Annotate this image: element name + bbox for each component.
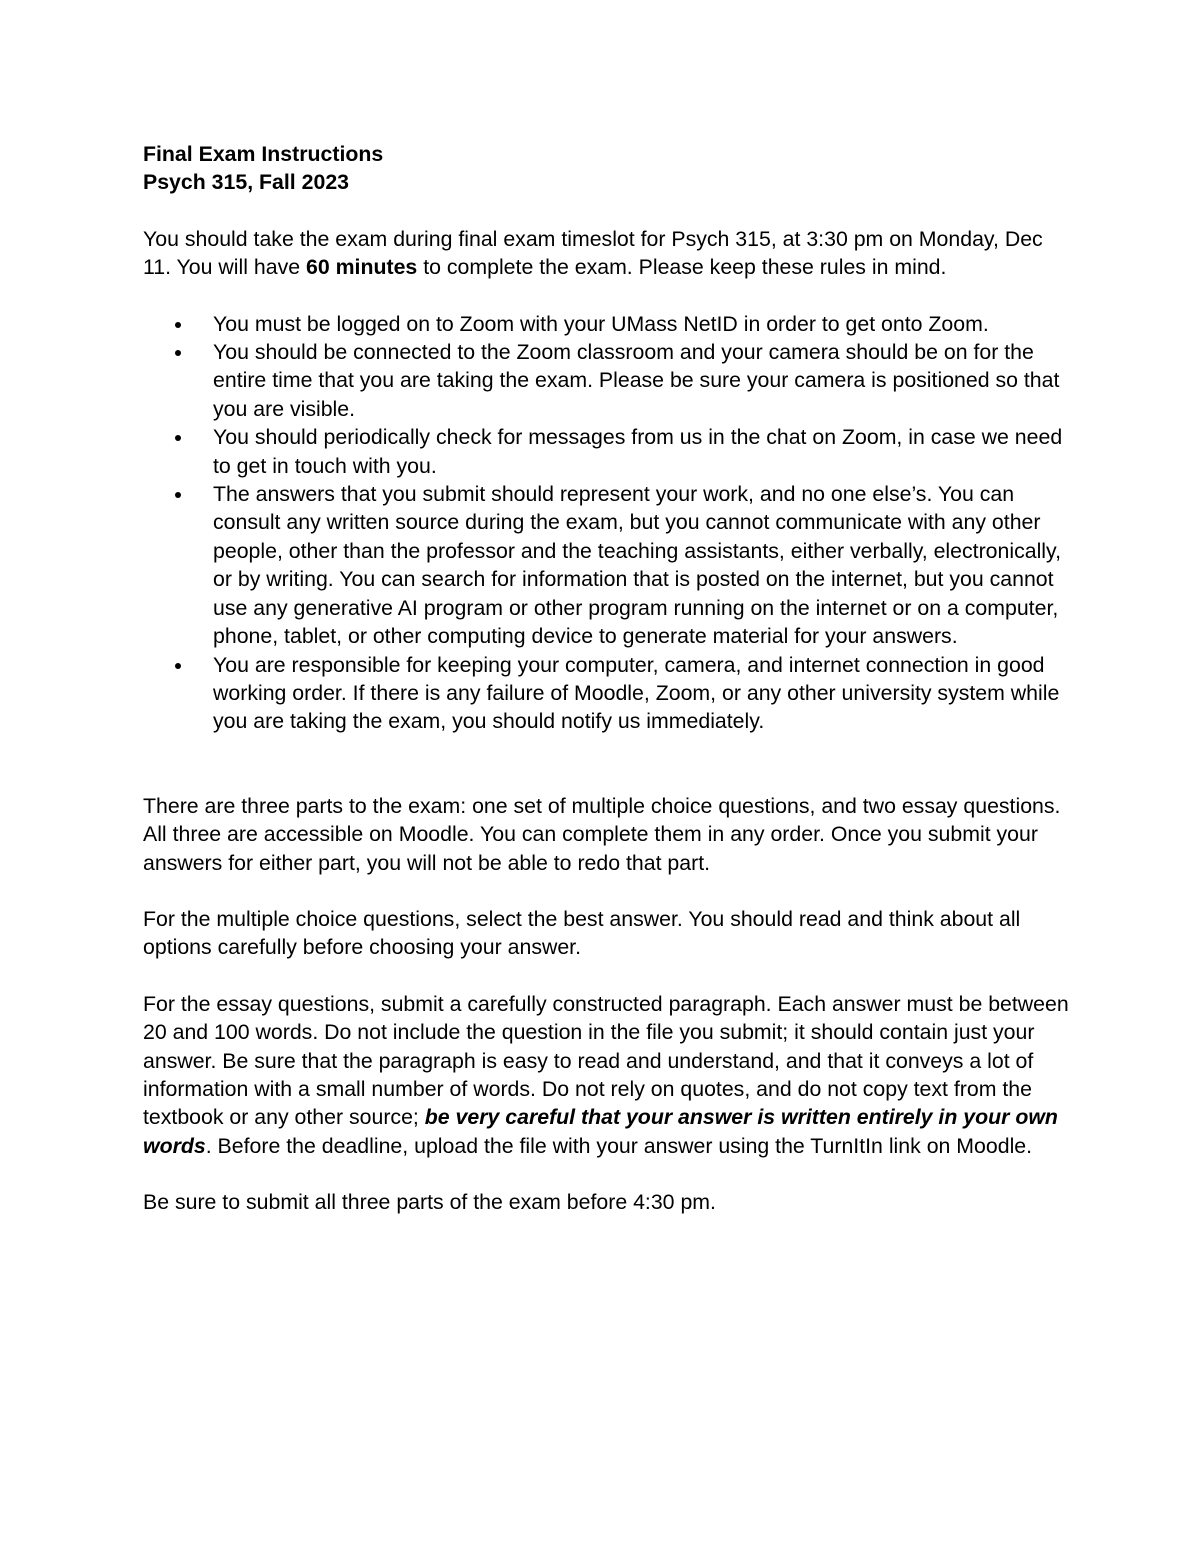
essay-text-start: For the essay questions, submit a carefully constructed paragraph. Each answer must be between 20 and 100 words. Do not include the question in the file you submit; it should contain just your answer. Be sure that the paragraph is easy to read and understand, and that it conveys a lot of information with a small number of words. Do not rely on quotes, and do not copy text from the textbook or any other source; (143, 991, 1069, 1130)
rule-text: You are responsible for keeping your computer, camera, and internet connection in good working order. If there is any failure of Moodle, Zoom, or any other university system while you are taking the exam, you should notify us immediately. (213, 652, 1060, 734)
own-words-emphasis: be very careful that your answer is written entirely in your own words (143, 1105, 1058, 1158)
intro-text-start: You should take the exam during final exam timeslot for Psych 315, at 3:30 pm on Monday, Dec 11. You will have (143, 226, 1043, 280)
bullet-icon (175, 322, 181, 328)
multiple-choice-paragraph: For the multiple choice questions, select the best answer. You should read and think about all options carefully before choosing your answer. (143, 906, 1021, 960)
list-item (143, 310, 1073, 338)
essay-text-end: . Before the deadline, upload the file with your answer using the TurnItIn link on Moodle. (205, 1133, 1033, 1158)
intro-paragraph (143, 225, 1073, 282)
rule-text: The answers that you submit should represent your work, and no one else’s. You can consult any written source during the exam, but you cannot communicate with any other people, other than the professor and the teaching assistants, either verbally, electronically, or by writing. You can search for information that is posted on the internet, but you cannot use any generative AI program or other program running on the internet or on a computer, phone, tablet, or other computing device to generate material for your answers. (213, 482, 1062, 649)
list-item (143, 338, 1073, 423)
exam-parts-paragraph: There are three parts to the exam: one set of multiple choice questions, and two essay questions. All three are accessible on Moodle. You can complete them in any order. Once you submit your answers for either part, you will not be able to redo that part. (143, 793, 1061, 875)
rule-text: You should periodically check for messages from us in the chat on Zoom, in case we need to get in touch with you. (213, 425, 1063, 478)
rules-list (143, 310, 1073, 736)
bullet-icon (175, 492, 181, 498)
course-subtitle: Psych 315, Fall 2023 (143, 170, 350, 195)
rule-text: You must be logged on to Zoom with your UMass NetID in order to get onto Zoom. (213, 311, 989, 336)
rule-text: You should be connected to the Zoom classroom and your camera should be on for the entire time that you are taking the exam. Please be sure your camera is positioned so that you are visible. (213, 340, 1060, 421)
bullet-icon (175, 663, 181, 669)
list-item (143, 423, 1073, 480)
list-item (143, 480, 1073, 650)
bullet-icon (175, 435, 181, 441)
exam-duration: 60 minutes (306, 255, 418, 280)
list-item (143, 651, 1073, 736)
essay-paragraph (143, 990, 1073, 1160)
bullet-icon (175, 350, 181, 356)
document-title: Final Exam Instructions (143, 142, 384, 166)
closing-paragraph: Be sure to submit all three parts of the exam before 4:30 pm. (143, 1190, 716, 1215)
document-page (143, 140, 1073, 1217)
intro-text-end: to complete the exam. Please keep these rules in mind. (417, 255, 947, 280)
